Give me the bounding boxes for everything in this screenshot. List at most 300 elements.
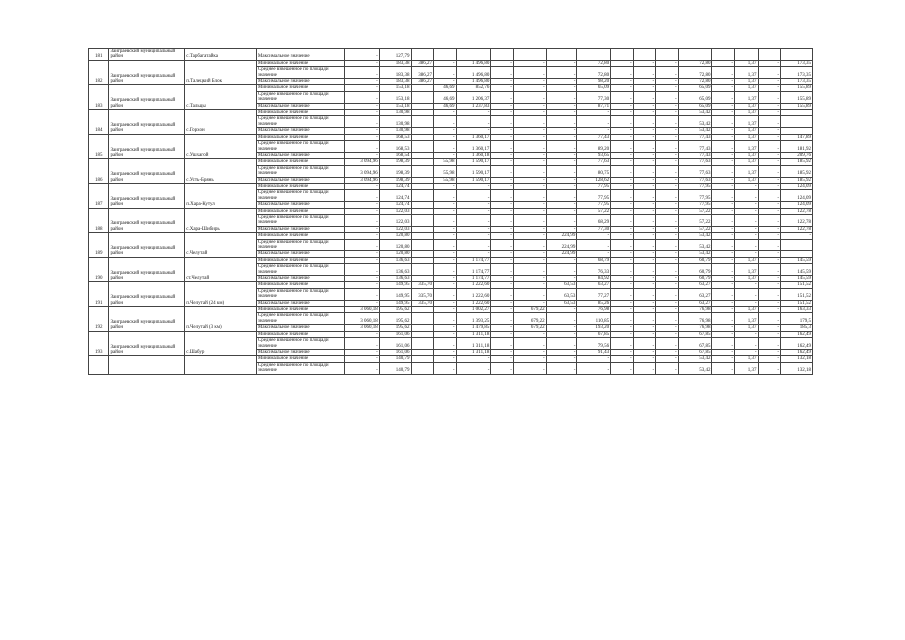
value-cell: - [434,362,457,374]
value-cell: 3 060,18 [344,325,379,331]
value-cell: 1,37 [734,264,758,276]
value-cell: 72,80 [577,60,611,66]
value-type-cell: Максимальное значение [256,349,344,355]
value-cell: 46,69 [434,85,457,91]
value-cell: - [758,307,781,313]
value-cell: - [734,183,758,189]
value-cell: 55,98 [434,159,457,165]
value-cell: - [758,85,781,91]
value-cell: - [344,208,379,214]
value-cell: - [611,251,634,257]
value-cell: 77,95 [577,183,611,189]
value-cell: - [434,233,457,239]
value-cell: - [712,183,735,189]
value-cell [546,49,577,61]
value-cell: 124,74 [379,190,411,202]
district-cell: Заиграевский муниципальный район [109,110,185,135]
value-cell: 1 002,27 [456,307,491,313]
value-cell: 53,42 [678,116,712,128]
value-cell: - [633,288,656,300]
value-cell: - [633,257,656,263]
value-cell: - [611,67,634,79]
value-cell: - [456,128,491,134]
value-cell: - [456,116,491,128]
value-cell: - [758,79,781,85]
value-cell: 149,95 [379,282,411,288]
value-cell: 1 174,77 [456,264,491,276]
value-cell: 1,37 [734,159,758,165]
value-cell: - [712,202,735,208]
value-cell: - [434,282,457,288]
value-cell: 183,38 [379,67,411,79]
value-cell: - [546,67,577,79]
value-cell: - [758,110,781,116]
value-cell [656,49,679,61]
value-type-cell: Минимальное значение [256,60,344,66]
value-cell: - [656,141,679,153]
value-cell: - [491,85,514,91]
value-cell [577,49,611,61]
district-cell [109,356,185,374]
value-cell: - [344,233,379,239]
value-cell: - [611,202,634,208]
value-cell: - [546,190,577,202]
value-cell: 1,37 [734,85,758,91]
value-cell: 63,53 [546,288,577,300]
value-cell: 173,35 [781,60,813,66]
value-cell: - [712,110,735,116]
value-cell: 77,63 [678,177,712,183]
value-cell: 1 479,85 [456,325,491,331]
value-cell [411,338,434,350]
value-cell: - [546,307,577,313]
settlement-cell: с.Шабур [185,331,257,356]
value-cell: - [712,257,735,263]
value-cell: - [656,103,679,109]
value-cell: 155,89 [781,103,813,109]
value-cell: 53,42 [678,239,712,251]
value-cell: - [758,356,781,362]
value-cell: 76,98 [678,307,712,313]
value-cell: 124,09 [781,190,813,202]
value-cell: 77,43 [678,152,712,158]
value-cell: - [344,79,379,85]
value-cell: - [546,91,577,103]
value-cell: - [734,214,758,226]
value-cell: 185,3 [781,325,813,331]
value-cell: 60,79 [678,264,712,276]
value-cell: - [513,257,546,263]
value-cell: 1 496,80 [456,79,491,85]
value-cell: - [491,264,514,276]
value-cell: - [712,313,735,325]
value-cell: - [456,190,491,202]
value-cell: 224,99 [546,251,577,257]
value-cell: 76,98 [678,313,712,325]
value-cell: - [734,288,758,300]
value-cell: - [633,202,656,208]
value-cell: 46,69 [434,91,457,103]
value-cell [781,116,813,128]
value-cell: 145,59 [781,276,813,282]
value-cell: - [344,214,379,226]
value-cell: 1 237,83 [456,103,491,109]
row-number-cell: 187 [89,183,109,208]
value-cell: - [712,282,735,288]
value-cell: - [712,60,735,66]
value-cell: - [546,79,577,85]
value-cell: - [513,288,546,300]
value-cell: 72,80 [678,67,712,79]
value-cell: - [712,67,735,79]
value-cell: - [491,141,514,153]
value-cell: - [611,264,634,276]
value-cell: - [656,190,679,202]
value-cell: 1,37 [734,257,758,263]
value-cell: 53,42 [678,128,712,134]
value-cell: 77,63 [577,159,611,165]
value-cell: - [611,288,634,300]
value-cell: - [633,128,656,134]
value-cell: 53,42 [678,356,712,362]
value-cell: - [344,338,379,350]
value-cell: - [577,251,611,257]
table-row [89,49,813,61]
value-cell: 72,80 [678,79,712,85]
value-type-cell: Среднее взвешенное по площади значение [256,214,344,226]
value-cell: - [434,110,457,116]
value-cell: 122,03 [379,214,411,226]
value-cell: - [434,128,457,134]
value-cell: - [758,165,781,177]
value-cell: - [546,116,577,128]
value-cell: - [758,134,781,140]
value-cell: - [611,110,634,116]
value-cell: - [633,349,656,355]
district-cell: Заиграевский муниципальный район [109,282,185,307]
value-cell: 136,63 [379,257,411,263]
value-cell: - [344,103,379,109]
value-cell: - [513,331,546,337]
value-cell: - [491,165,514,177]
value-cell: 63,53 [546,282,577,288]
settlement-cell: с.Горхон [185,110,257,135]
value-cell: 124,74 [379,183,411,189]
value-cell: - [513,159,546,165]
value-cell: - [656,362,679,374]
value-cell: - [434,214,457,226]
value-cell: - [712,208,735,214]
value-cell: - [611,226,634,232]
value-cell: 149,95 [379,288,411,300]
value-cell: 1 590,17 [456,159,491,165]
value-cell: - [513,177,546,183]
value-cell: 136,63 [379,276,411,282]
value-cell: - [758,208,781,214]
value-cell: - [712,177,735,183]
value-cell: - [577,128,611,134]
value-cell: 67,85 [678,338,712,350]
value-cell: 145,59 [781,257,813,263]
value-cell: 162,49 [781,349,813,355]
value-cell: - [758,264,781,276]
value-cell: - [434,264,457,276]
value-cell: - [491,276,514,282]
value-cell: 183,38 [379,79,411,85]
value-cell: - [712,152,735,158]
value-cell: 60,79 [678,257,712,263]
value-cell: 3 060,18 [344,307,379,313]
value-cell: - [633,300,656,306]
value-cell: - [656,226,679,232]
settlement-cell: с.Тарбагатайка [185,49,257,61]
value-cell: 57,22 [678,214,712,226]
value-cell: - [546,141,577,153]
value-cell: - [758,67,781,79]
value-cell: 1 360,17 [456,134,491,140]
value-cell: 1 206,37 [456,91,491,103]
value-cell: 122,03 [379,226,411,232]
value-cell: 57,22 [678,208,712,214]
value-cell: - [456,356,491,362]
value-cell: - [344,257,379,263]
value-cell: - [656,165,679,177]
value-cell: - [712,338,735,350]
value-cell: - [633,325,656,331]
value-cell: - [434,356,457,362]
value-cell: - [758,251,781,257]
value-cell: - [734,233,758,239]
value-cell: - [546,85,577,91]
value-cell: 53,42 [678,362,712,374]
value-cell: 198,39 [379,177,411,183]
value-cell: 55,98 [434,165,457,177]
value-cell: 1 360,18 [456,152,491,158]
value-cell: - [513,110,546,116]
value-cell: 46,69 [434,103,457,109]
settlement-cell: с.Тальцы [185,85,257,110]
value-cell: - [633,190,656,202]
value-cell: - [434,349,457,355]
value-cell: 1 222,60 [456,300,491,306]
value-cell: 1,37 [734,79,758,85]
value-cell: - [633,103,656,109]
value-cell: - [513,300,546,306]
value-cell [611,49,634,61]
value-cell: - [633,141,656,153]
value-cell: - [758,177,781,183]
value-cell: - [633,251,656,257]
value-cell: - [758,103,781,109]
value-cell: - [513,356,546,362]
value-cell: - [491,60,514,66]
value-cell: 179,5 [781,313,813,325]
value-cell: 1,37 [734,362,758,374]
value-cell: - [656,257,679,263]
value-cell: 173,35 [781,79,813,85]
value-cell: - [633,307,656,313]
value-cell: - [611,331,634,337]
value-cell: - [344,128,379,134]
value-cell: 386,27 [411,67,434,79]
value-cell: - [456,202,491,208]
value-cell: - [633,362,656,374]
value-type-cell: Минимальное значение [256,159,344,165]
value-cell: 151,52 [781,300,813,306]
value-cell: - [434,307,457,313]
value-cell: - [758,116,781,128]
value-cell: - [611,128,634,134]
value-cell: 1 311,18 [456,331,491,337]
value-cell: 149,95 [379,300,411,306]
value-cell: - [758,159,781,165]
value-cell: - [491,183,514,189]
value-type-cell: Минимальное значение [256,307,344,313]
value-cell: - [656,159,679,165]
settlement-cell: п.Талецкий Блок [185,60,257,85]
value-cell: - [344,356,379,362]
value-cell: - [434,190,457,202]
value-cell: - [611,85,634,91]
value-cell: 1 590,17 [456,177,491,183]
value-cell: - [656,67,679,79]
value-cell: - [491,288,514,300]
value-cell: - [734,331,758,337]
value-cell: - [456,183,491,189]
value-cell: 122,03 [379,208,411,214]
value-cell: 77,95 [577,202,611,208]
row-number-cell: 192 [89,307,109,332]
value-cell: - [633,276,656,282]
value-cell: - [712,239,735,251]
value-cell: - [633,116,656,128]
value-cell: 122,78 [781,214,813,226]
value-cell: - [712,91,735,103]
value-cell: - [611,307,634,313]
value-cell: 77,43 [678,141,712,153]
value-cell: - [758,362,781,374]
value-cell: - [491,152,514,158]
value-cell: 3 094,96 [344,159,379,165]
value-cell: 63,27 [678,282,712,288]
value-cell: 77,30 [577,226,611,232]
value-cell: - [491,159,514,165]
value-cell: - [434,183,457,189]
value-cell: - [491,79,514,85]
value-cell: - [491,67,514,79]
value-cell: 53,42 [678,110,712,116]
value-cell: - [513,276,546,282]
value-cell: - [656,152,679,158]
value-type-cell: Среднее взвешенное по площади значение [256,288,344,300]
table-row [89,85,813,91]
value-cell: 147,89 [781,134,813,140]
value-cell: 84,92 [577,276,611,282]
value-cell: - [633,60,656,66]
value-type-cell: Среднее взвешенное по площади значение [256,239,344,251]
value-cell: - [491,190,514,202]
value-cell: - [656,233,679,239]
value-cell: 162,49 [781,331,813,337]
value-cell: - [633,110,656,116]
value-cell: 185,92 [781,177,813,183]
value-cell: - [546,276,577,282]
value-cell: - [656,116,679,128]
value-cell: 60,79 [678,276,712,282]
value-type-cell: Минимальное значение [256,110,344,116]
value-cell: - [611,141,634,153]
value-cell: 1 222,60 [456,282,491,288]
value-cell: - [712,349,735,355]
table-body [89,49,813,375]
value-cell: 120,80 [379,239,411,251]
value-cell: - [758,239,781,251]
value-cell [411,214,434,226]
value-cell: - [491,116,514,128]
value-cell: - [513,349,546,355]
value-cell: - [434,338,457,350]
value-cell: 153,18 [379,103,411,109]
value-cell: 122,78 [781,226,813,232]
value-cell [411,190,434,202]
value-cell: - [513,128,546,134]
value-type-cell: Максимальное значение [256,276,344,282]
value-cell: 76,33 [577,264,611,276]
value-cell: - [611,349,634,355]
value-cell: 93,65 [577,152,611,158]
value-cell: - [633,79,656,85]
value-cell: - [344,349,379,355]
value-cell: - [491,128,514,134]
value-cell: - [434,152,457,158]
value-cell: - [611,134,634,140]
value-cell: - [611,239,634,251]
row-number-cell: 193 [89,331,109,356]
value-cell: - [546,356,577,362]
value-cell: - [491,313,514,325]
value-cell: 1,37 [734,128,758,134]
value-cell: - [633,214,656,226]
value-cell: - [712,362,735,374]
value-cell [411,49,434,61]
value-cell: - [712,141,735,153]
value-cell [633,49,656,61]
row-number-cell: 188 [89,208,109,233]
value-cell: - [758,282,781,288]
value-cell: - [546,110,577,116]
value-type-cell: Среднее взвешенное по площади значение [256,338,344,350]
value-cell: - [491,282,514,288]
value-type-cell: Минимальное значение [256,331,344,337]
value-cell: 91,43 [577,349,611,355]
value-cell: - [656,300,679,306]
value-cell: 72,80 [577,67,611,79]
value-type-cell: Максимальное значение [256,300,344,306]
value-cell: - [491,251,514,257]
value-cell: - [513,362,546,374]
value-cell: 168,53 [379,134,411,140]
value-cell: - [656,307,679,313]
value-type-cell: Максимальное значение [256,49,344,61]
value-cell: 181,92 [781,141,813,153]
district-cell: Заиграевский муниципальный район [109,49,185,61]
value-cell: 1,37 [734,134,758,140]
value-cell: 1,37 [734,60,758,66]
value-cell: - [633,152,656,158]
value-cell: - [344,251,379,257]
value-cell: - [546,208,577,214]
value-cell: - [734,190,758,202]
